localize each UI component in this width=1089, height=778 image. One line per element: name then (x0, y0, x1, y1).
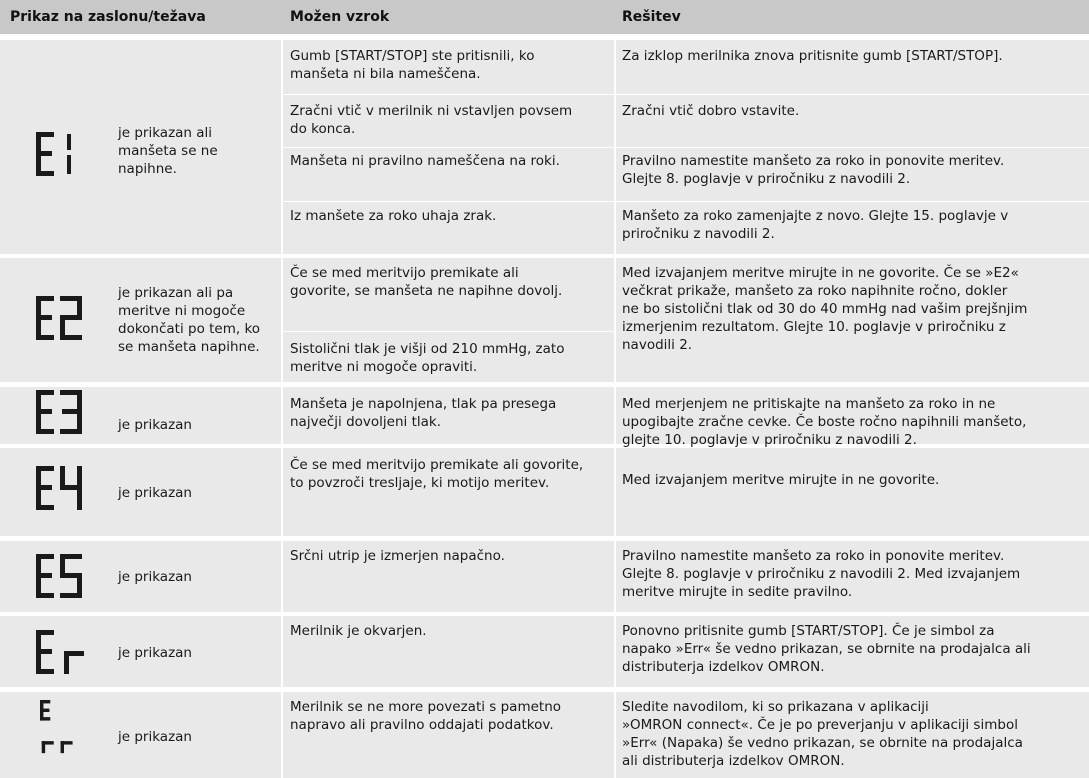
solution-text: Sledite navodilom, ki so prikazana v aplikaciji »OMRON connect«. Če je po preverjanju v aplikaciji simbol »Err« (Napaka) še vedno prikazan, se obrnite na prodajalca ali distributerja izdelkov OMRON. (622, 699, 1023, 769)
solution-text: Ponovno pritisnite gumb [START/STOP]. Če je simbol za napako »Err« še vedno prikazan, se obrnite na prodajalca ali distributerja izdelkov OMRON. (622, 623, 1031, 675)
cause-text: Če se med meritvijo premikate ali govorite, to povzroči tresljaje, ki motijo meritev. (290, 457, 584, 491)
row-description: je prikazan (118, 569, 192, 585)
subrow-divider (283, 201, 1089, 202)
display-E3-icon (34, 386, 94, 446)
solution-text: Za izklop merilnika znova pritisnite gumb [START/STOP]. (622, 48, 1003, 64)
cause-text: Manšeta ni pravilno nameščena na roki. (290, 153, 560, 169)
row-description: je prikazan (118, 729, 192, 745)
solution-text: Med izvajanjem meritve mirujte in ne govorite. (622, 472, 940, 488)
cause-text: Merilnik se ne more povezati s pametno napravo ali pravilno oddajati podatkov. (290, 699, 562, 733)
cause-text: Manšeta je napolnjena, tlak pa presega največji dovoljeni tlak. (290, 396, 557, 430)
cause-text: Zračni vtič v merilnik ni vstavljen povsem do konca. (290, 103, 573, 137)
display-E5-icon (34, 550, 94, 610)
solution-text: Pravilno namestite manšeto za roko in ponovite meritev. Glejte 8. poglavje v priročniku z navodili 2. (622, 153, 1005, 187)
row-description: je prikazan (118, 645, 192, 661)
display-E4-icon (34, 462, 94, 522)
cause-text: Merilnik je okvarjen. (290, 623, 427, 639)
display-E1-icon (34, 128, 94, 188)
cause-text: Če se med meritvijo premikate ali govorite, se manšeta ne napihne dovolj. (290, 265, 563, 299)
row-description: je prikazan ali manšeta se ne napihne. (118, 125, 218, 177)
header-display: Prikaz na zaslonu/težava (10, 9, 206, 25)
display-E2-icon (34, 292, 94, 352)
solution-text: Pravilno namestite manšeto za roko in ponovite meritev. Glejte 8. poglavje v priročniku z navodili 2. Med izvajanjem meritve mirujte in sedite pravilno. (622, 548, 1021, 600)
display-Er-icon (34, 626, 94, 686)
cause-text: Sistolični tlak je višji od 210 mmHg, zato meritve ni mogoče opraviti. (290, 341, 565, 375)
table-header (0, 0, 1089, 34)
cause-text: Gumb [START/STOP] ste pritisnili, ko manšeta ni bila nameščena. (290, 48, 535, 82)
cause-text: Iz manšete za roko uhaja zrak. (290, 208, 497, 224)
solution-text: Med izvajanjem meritve mirujte in ne govorite. Če se »E2« večkrat prikaže, manšeto za roko napihnite ročno, dokler ne bo sistolični tlak od 30 do 40 mmHg nad vašim prejšnjim izmerjenim rezultatom. Glejte 10. poglavje v priročniku z navodili 2. (622, 265, 1028, 353)
column-divider (614, 40, 616, 778)
cause-text: Srčni utrip je izmerjen napačno. (290, 548, 505, 564)
column-divider (281, 40, 283, 778)
row-description: je prikazan (118, 417, 192, 433)
header-cause: Možen vzrok (290, 9, 390, 25)
solution-text: Zračni vtič dobro vstavite. (622, 103, 800, 119)
solution-text: Manšeto za roko zamenjajte z novo. Glejte 15. poglavje v priročniku z navodili 2. (622, 208, 1009, 242)
row-description: je prikazan ali pa meritve ni mogoče dokončati po tem, ko se manšeta napihne. (118, 285, 261, 355)
subrow-divider (283, 331, 614, 332)
solution-text: Med merjenjem ne pritiskajte na manšeto za roko in ne upogibajte zračne cevke. Če boste ročno napihnili manšeto, glejte 10. poglavje v priročniku z navodili 2. (622, 396, 1027, 448)
subrow-divider (283, 94, 1089, 95)
header-solution: Rešitev (622, 9, 681, 25)
subrow-divider (283, 147, 1089, 148)
row-description: je prikazan (118, 485, 192, 501)
display-Err-icon (34, 700, 94, 760)
